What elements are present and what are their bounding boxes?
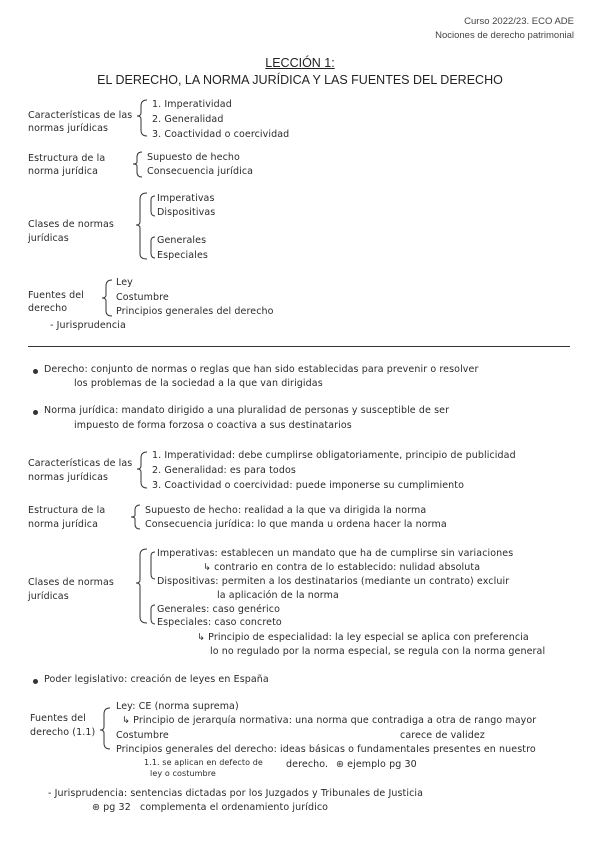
notes-fuentes-principios-sub1: 1.1. se aplican en defecto de — [144, 758, 263, 767]
brace-caracteristicas — [137, 100, 147, 136]
notes-clases-dispositivas-2: la aplicación de la norma — [217, 590, 339, 601]
note-norma-line2: impuesto de forma forzosa o coactiva a sus destinatarios — [74, 420, 352, 431]
notes-clases-imperativas-sub: ↳ contrario en contra de lo establecido: nulidad absoluta — [203, 562, 481, 573]
bullet-derecho — [33, 369, 38, 374]
brace-notes-clases-bottom — [151, 605, 155, 624]
notes-clases-principio-2: lo no regulado por la norma especial, se regula con la norma general — [210, 646, 546, 657]
notes-clases-dispositivas-1: Dispositivas: permiten a los destinatarios (mediante un contrato) excluir — [157, 576, 510, 587]
notes-jurisprudencia-ref: ⊛ pg 32 — [92, 802, 131, 813]
outline-caracteristicas-item-1: 1. Imperatividad — [152, 99, 232, 110]
notes-fuentes-jerarquia: ↳ Principio de jerarquía normativa: una norma que contradiga a otra de rango mayor — [122, 715, 537, 726]
note-poder: Poder legislativo: creación de leyes en España — [44, 674, 269, 685]
notes-estructura-label2: norma jurídica — [28, 519, 98, 530]
outline-fuentes-item-2: Costumbre — [116, 292, 169, 303]
outline-clases-item-1: Imperativas — [157, 193, 215, 204]
outline-caracteristicas-label2: normas jurídicas — [28, 123, 109, 134]
note-norma-line1: Norma jurídica: mandato dirigido a una pluralidad de personas y susceptible de ser — [44, 405, 450, 416]
notes-fuentes-ley: Ley: CE (norma suprema) — [116, 701, 239, 712]
lesson-title: LECCIÓN 1: — [265, 56, 335, 70]
bullet-poder — [33, 679, 38, 684]
notes-clases-principio-1: ↳ Principio de especialidad: la ley especial se aplica con preferencia — [197, 632, 529, 643]
notes-estructura-item-1: Supuesto de hecho: realidad a la que va dirigida la norma — [145, 505, 427, 516]
notes-caracteristicas-item-1: 1. Imperatividad: debe cumplirse obligatoriamente, principio de publicidad — [152, 450, 516, 461]
outline-clases-item-3: Generales — [157, 235, 207, 246]
outline-caracteristicas-item-3: 3. Coactividad o coercividad — [152, 129, 290, 140]
notes-fuentes-derecho: derecho. — [286, 759, 329, 770]
notes-fuentes-label2: derecho (1.1) — [30, 727, 96, 738]
outline-estructura-item-1: Supuesto de hecho — [147, 152, 240, 163]
outline-fuentes-label2: derecho — [28, 303, 68, 314]
notes-clases-label2: jurídicas — [28, 591, 69, 602]
brace-clases — [136, 193, 147, 259]
notes-fuentes-costumbre-note: carece de validez — [400, 730, 485, 741]
brace-estructura — [133, 152, 142, 177]
outline-fuentes-item-3: Principios generales del derecho — [116, 306, 274, 317]
outline-estructura-label2: norma jurídica — [28, 166, 98, 177]
notes-estructura-label1: Estructura de la — [28, 505, 106, 516]
brace-notes-clases-top — [151, 552, 155, 579]
section-divider — [28, 346, 570, 347]
notes-jurisprudencia-line2: complementa el ordenamiento jurídico — [140, 802, 329, 813]
notes-jurisprudencia-line1: - Jurisprudencia: sentencias dictadas por los Juzgados y Tribunales de Justicia — [48, 788, 424, 799]
outline-fuentes-label1: Fuentes del — [28, 290, 84, 301]
subject-label: Nociones de derecho patrimonial — [435, 30, 574, 41]
lesson-subtitle: EL DERECHO, LA NORMA JURÍDICA Y LAS FUENTES DEL DERECHO — [97, 73, 503, 87]
brace-notes-fuentes — [100, 708, 110, 749]
notes-fuentes-principios: Principios generales del derecho: ideas básicas o fundamentales presentes en nuestro — [116, 744, 536, 755]
brace-clases-top — [151, 196, 155, 216]
outline-fuentes-extra: - Jurisprudencia — [50, 320, 126, 331]
notes-caracteristicas-item-3: 3. Coactividad o coercividad: puede imponerse su cumplimiento — [152, 480, 465, 491]
outline-caracteristicas-item-2: 2. Generalidad — [152, 114, 224, 125]
notes-clases-imperativas: Imperativas: establecen un mandato que ha de cumplirse sin variaciones — [157, 548, 514, 559]
notes-clases-generales: Generales: caso genérico — [157, 604, 281, 615]
brace-notes-estructura — [131, 505, 140, 529]
outline-caracteristicas-label1: Características de las — [28, 110, 133, 121]
outline-fuentes-item-1: Ley — [116, 277, 133, 288]
notes-caracteristicas-item-2: 2. Generalidad: es para todos — [152, 465, 296, 476]
notes-fuentes-principios-sub2: ley o costumbre — [150, 769, 216, 778]
outline-clases-item-4: Especiales — [157, 250, 208, 261]
notes-clases-label1: Clases de normas — [28, 577, 114, 588]
notes-estructura-item-2: Consecuencia jurídica: lo que manda u ordena hacer la norma — [145, 519, 447, 530]
notes-fuentes-label1: Fuentes del — [30, 713, 86, 724]
brace-fuentes — [102, 280, 112, 316]
outline-estructura-item-2: Consecuencia jurídica — [147, 166, 254, 177]
brace-notes-caracteristicas — [137, 452, 147, 488]
outline-clases-label1: Clases de normas — [28, 219, 114, 230]
notes-fuentes-costumbre: Costumbre — [116, 730, 169, 741]
note-derecho-line2: los problemas de la sociedad a la que van dirigidas — [74, 378, 323, 389]
outline-clases-item-2: Dispositivas — [157, 207, 216, 218]
notes-caracteristicas-label1: Características de las — [28, 458, 133, 469]
notes-clases-especiales: Especiales: caso concreto — [157, 617, 282, 628]
brace-notes-clases — [136, 549, 147, 623]
note-derecho-line1: Derecho: conjunto de normas o reglas que han sido establecidas para prevenir o resolver — [44, 364, 479, 375]
outline-estructura-label1: Estructura de la — [28, 153, 106, 164]
notes-fuentes-ejemplo: ⊛ ejemplo pg 30 — [336, 759, 417, 770]
brace-clases-bottom — [151, 237, 155, 258]
outline-clases-label2: jurídicas — [28, 233, 69, 244]
notes-caracteristicas-label2: normas jurídicas — [28, 472, 109, 483]
course-label: Curso 2022/23. ECO ADE — [464, 16, 574, 27]
bullet-norma — [33, 410, 38, 415]
